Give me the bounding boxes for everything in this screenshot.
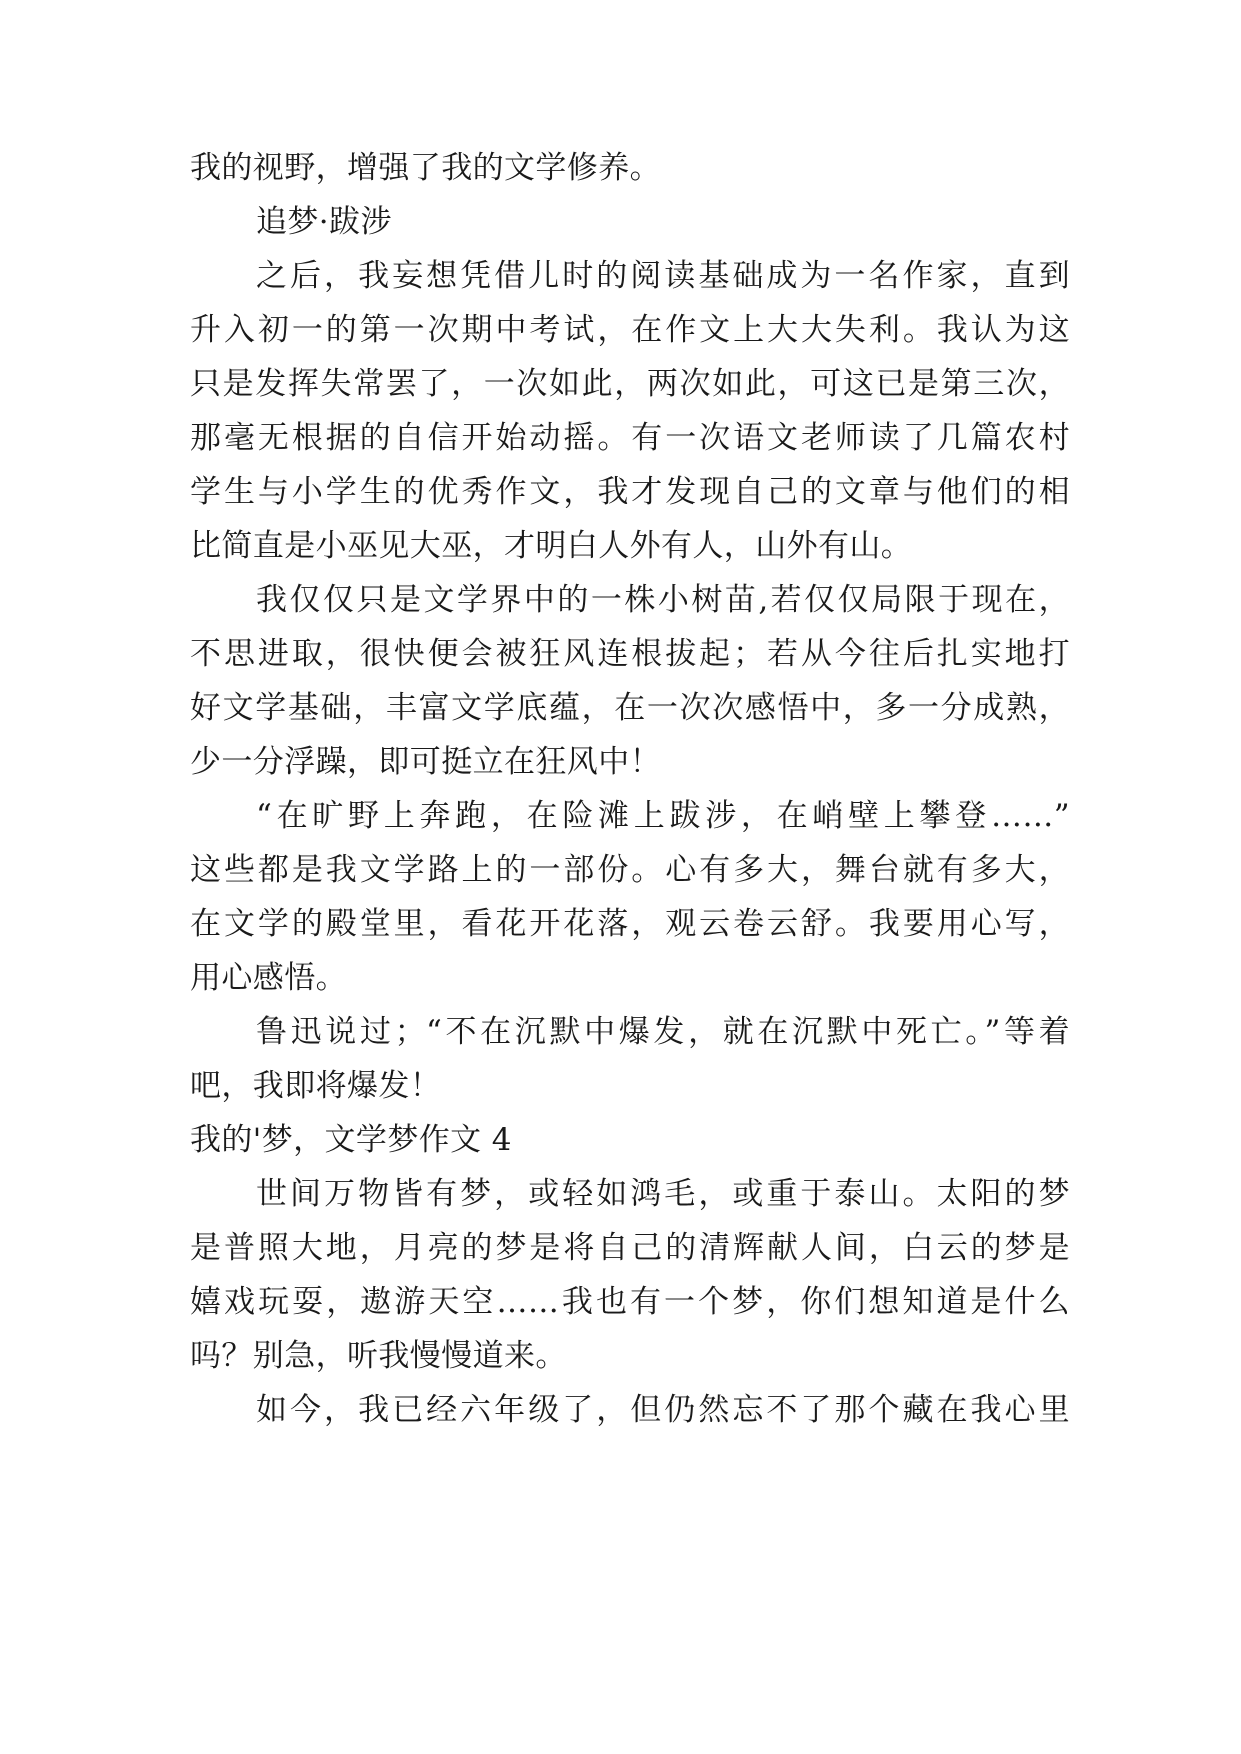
text-line-20: 世间万物皆有梦，或轻如鸿毛，或重于泰山。太阳的梦 <box>256 1176 1070 1212</box>
text-line-9: 我仅仅只是文学界中的一株小树苗,若仅仅局限于现在， <box>256 582 1070 618</box>
text-line-11: 好文学基础，丰富文学底蕴，在一次次感悟中，多一分成熟， <box>190 690 1070 726</box>
text-line-4: 升入初一的第一次期中考试，在作文上大大失利。我认为这 <box>190 312 1070 348</box>
text-line-5: 只是发挥失常罢了，一次如此，两次如此，可这已是第三次， <box>190 366 1070 402</box>
text-line-14: 这些都是我文学路上的一部份。心有多大，舞台就有多大， <box>190 852 1070 888</box>
text-line-22: 嬉戏玩耍，遨游天空……我也有一个梦，你们想知道是什么 <box>190 1284 1070 1320</box>
text-line-8: 比简直是小巫见大巫，才明白人外有人，山外有山。 <box>190 528 913 564</box>
text-line-16: 用心感悟。 <box>190 960 347 996</box>
text-line-23: 吗？别急，听我慢慢道来。 <box>190 1338 567 1374</box>
essay-title: 我的'梦，文学梦作文 4 <box>190 1122 512 1158</box>
text-line-21: 是普照大地，月亮的梦是将自己的清辉献人间，白云的梦是 <box>190 1230 1070 1266</box>
text-line-17: 鲁迅说过；“不在沉默中爆发，就在沉默中死亡。”等着 <box>256 1014 1070 1050</box>
text-line-15: 在文学的殿堂里，看花开花落，观云卷云舒。我要用心写， <box>190 906 1070 942</box>
text-line-3: 之后，我妄想凭借儿时的阅读基础成为一名作家，直到 <box>256 258 1070 294</box>
section-heading: 追梦·跋涉 <box>256 204 392 240</box>
text-line-13: “在旷野上奔跑，在险滩上跋涉，在峭壁上攀登……” <box>256 798 1070 834</box>
text-line-24: 如今，我已经六年级了，但仍然忘不了那个藏在我心里 <box>256 1392 1070 1428</box>
text-line-12: 少一分浮躁，即可挺立在狂风中！ <box>190 744 661 780</box>
text-line-7: 学生与小学生的优秀作文，我才发现自己的文章与他们的相 <box>190 474 1070 510</box>
text-line-6: 那毫无根据的自信开始动摇。有一次语文老师读了几篇农村 <box>190 420 1070 456</box>
text-line-10: 不思进取，很快便会被狂风连根拔起；若从今往后扎实地打 <box>190 636 1070 672</box>
text-line-18: 吧，我即将爆发！ <box>190 1068 442 1104</box>
text-line-1: 我的视野，增强了我的文学修养。 <box>190 150 661 186</box>
